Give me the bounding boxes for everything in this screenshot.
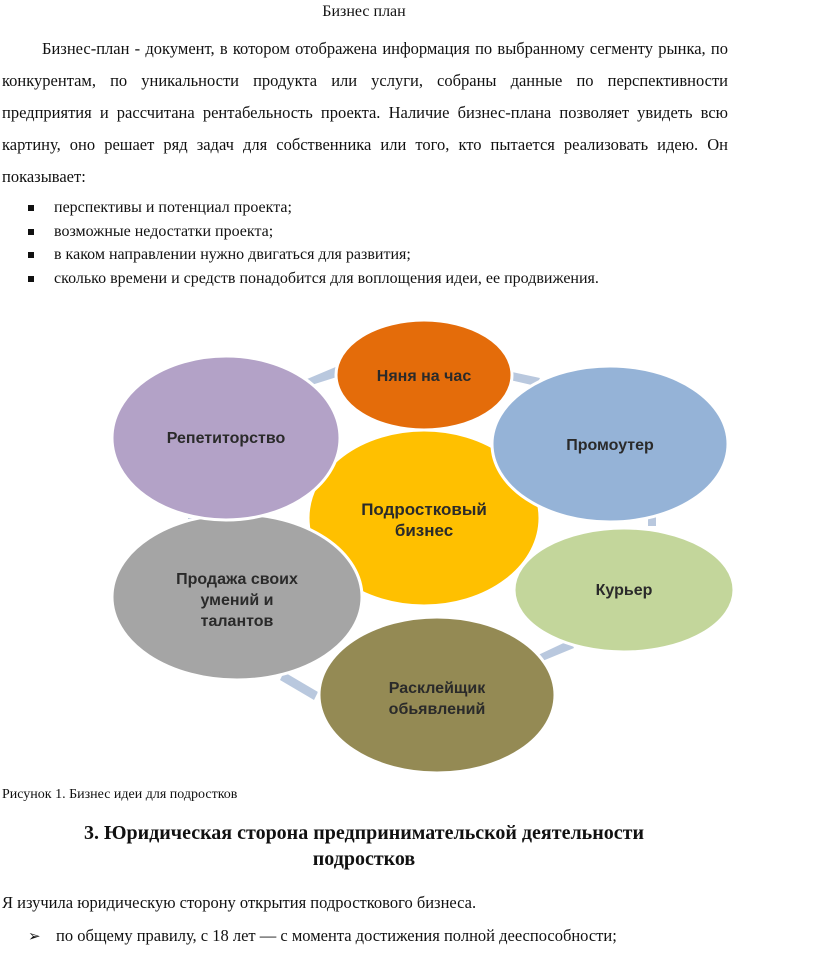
node-label: Курьер — [595, 582, 653, 599]
business-ideas-diagram — [0, 300, 816, 780]
bullet-list — [28, 196, 599, 290]
square-bullet-icon — [28, 229, 34, 235]
list-item — [28, 243, 599, 267]
node-nanny — [336, 320, 512, 430]
square-bullet-icon — [28, 205, 34, 211]
list-item-text: сколько времени и средств понадобится для воплощения идеи, ее продвижения. — [54, 269, 599, 287]
node-courier — [514, 528, 734, 652]
page-title: Бизнес план — [322, 3, 406, 20]
center-label-line-1: Подростковый — [361, 500, 487, 519]
list-item — [28, 220, 599, 244]
node-label-line-3: талантов — [200, 613, 274, 630]
list-item — [28, 925, 617, 947]
center-label-line-2: бизнес — [394, 521, 454, 540]
node-flyer-poster — [319, 617, 555, 773]
list-item-text: в каком направлении нужно двигаться для развития; — [54, 246, 411, 263]
node-label-line-2: умений и — [200, 592, 274, 609]
list-item-text: перспективы и потенциал проекта; — [54, 199, 292, 216]
section-heading — [0, 820, 728, 872]
node-label: Няня на час — [376, 368, 472, 385]
node-promoter — [492, 366, 728, 522]
list-item — [28, 267, 599, 291]
node-label-line-1: Продажа своих — [176, 571, 298, 588]
node-selling-skills — [112, 514, 362, 680]
section-heading-line-2: подростков — [312, 848, 416, 870]
figure-caption: Рисунок 1. Бизнес идеи для подростков — [2, 787, 238, 802]
section-heading-line-1: 3. Юридическая сторона предпринимательской деятельности — [84, 822, 644, 844]
section-intro: Я изучила юридическую сторону открытия подросткового бизнеса. — [2, 893, 477, 912]
node-label: Репетиторство — [166, 430, 286, 447]
intro-paragraph: Бизнес-план - документ, в котором отображена информация по выбранному сегменту рынка, по конкурентам, по уникальности продукта или услуги, собраны данные по перспективности предприятия и рассчитана рентабельность проекта. Наличие бизнес-плана позволяет увидеть всю картину, оно решает ряд задач для собственника или того, кто пытается реализовать идею. Он показывает: — [2, 39, 728, 186]
list-item-text: возможные недостатки проекта; — [54, 222, 274, 240]
square-bullet-icon — [28, 252, 34, 258]
section-bullet-list — [28, 925, 617, 947]
node-tutoring — [112, 356, 340, 520]
list-item — [28, 196, 599, 220]
node-label-line-2: обьявлений — [388, 701, 486, 718]
node-label: Промоутер — [566, 437, 654, 454]
arrowhead-bullet-icon: ➢ — [28, 927, 41, 945]
square-bullet-icon — [28, 276, 34, 282]
list-item-text: по общему правилу, с 18 лет — с момента достижения полной дееспособности; — [56, 926, 617, 945]
connector-arrow — [280, 672, 318, 700]
node-label-line-1: Расклейщик — [388, 680, 486, 697]
